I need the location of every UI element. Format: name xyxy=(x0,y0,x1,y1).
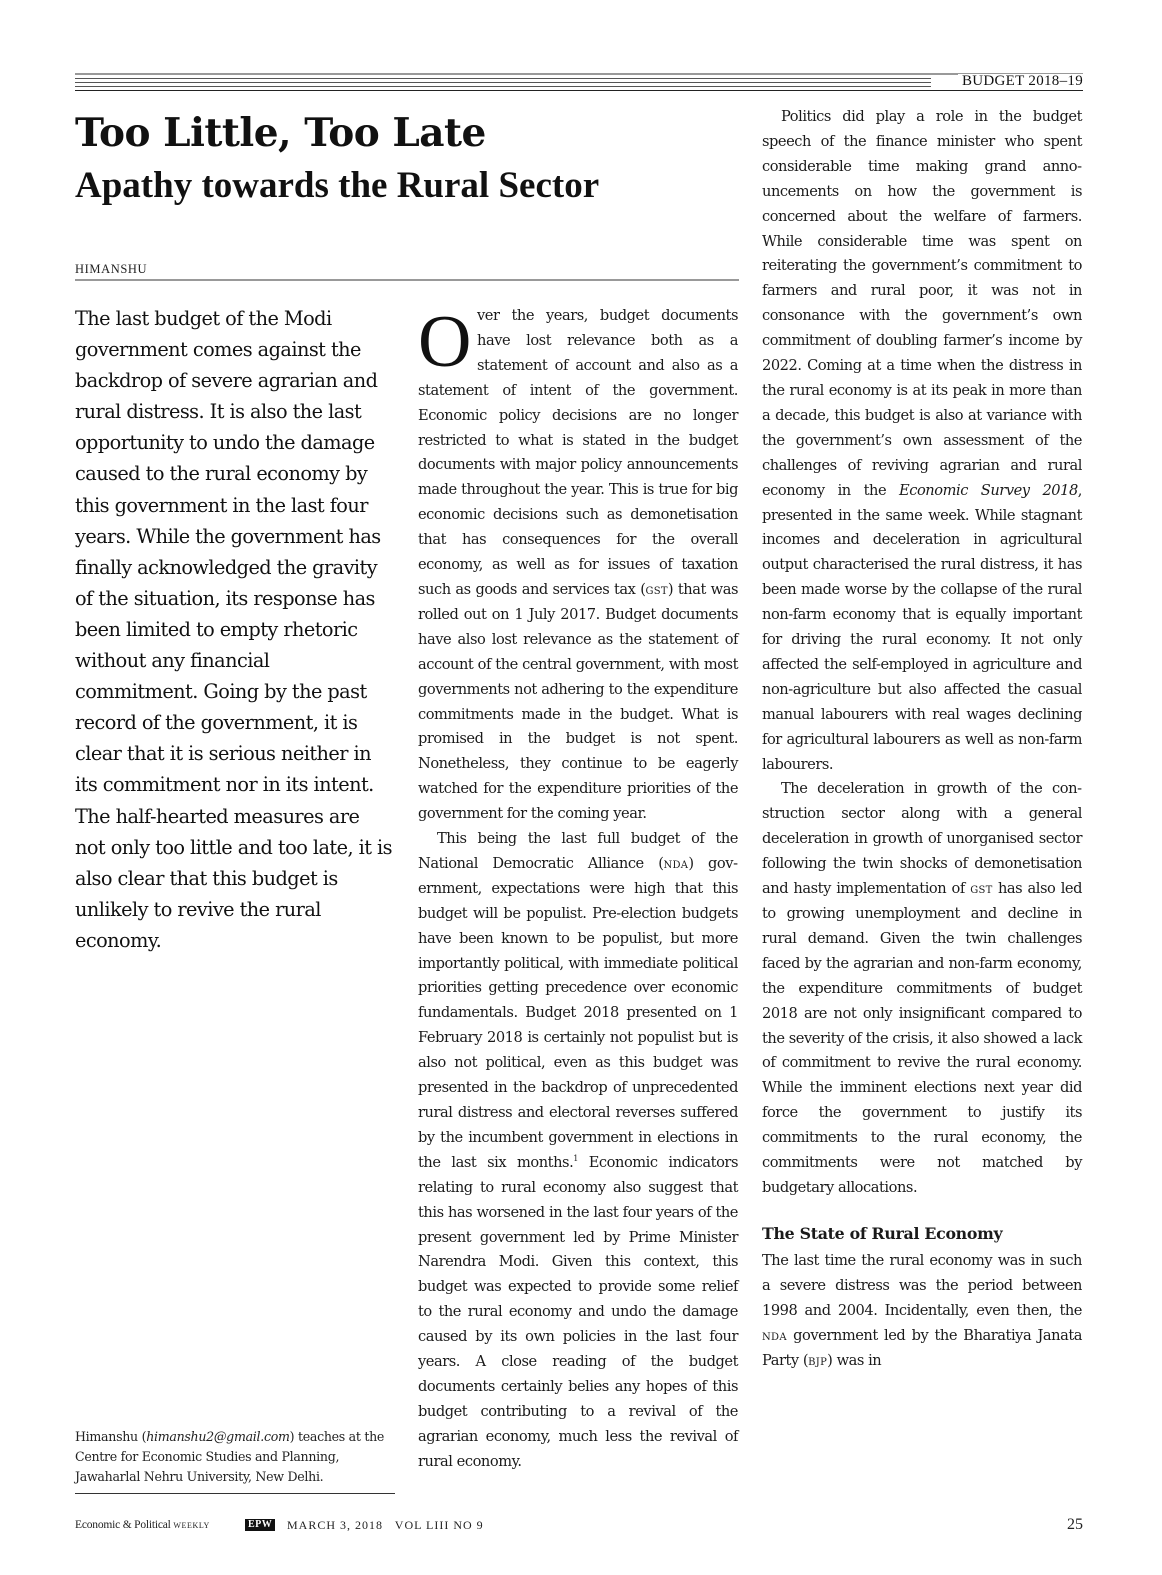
header-rule xyxy=(75,73,1083,75)
body-paragraph: The last time the rural economy was in such a severe distress was the period between 1998 and 2004. Incidentally, even then, the nda government led by the Bharatiya Janata Party (bjp) was in xyxy=(762,1251,1082,1369)
byline: HIMANSHU xyxy=(75,262,148,276)
abbreviation: bjp xyxy=(808,1351,828,1369)
author-note: Himanshu (himanshu2@gmail.com) teaches at the Centre for Economic Studies and Planning, Jawaharlal Nehru University, New Delhi. xyxy=(75,1429,385,1484)
header-rule xyxy=(75,90,1083,91)
drop-cap: O xyxy=(418,301,471,383)
author-note-divider xyxy=(75,1493,395,1494)
abbreviation: nda xyxy=(663,854,689,872)
abbreviation: gst xyxy=(645,580,668,598)
publication-name: Economic & Political weekly xyxy=(75,1519,210,1531)
body-paragraph: Over the years, budget documents have lost relevance both as a statement of account and also as a statement of intent of the government. Economic policy decisions are no longer restricted to what is stated in the budget documents with major policy announcements made throughout the year. This is true for big economic decisions such as demonetisation that has consequences for the overall economy, as well as for issues of taxation such as goods and services tax (gst) that was rolled out on 1 July 2017. Budget documents have also lost relevance as the statement of account of the central government, with most governments not adhering to the expenditure commitments made in the budget. What is promised in the budget is not spent. Nonetheless, they continue to be eagerly watched for the expenditure priorities of the government for the coming year. xyxy=(418,301,739,823)
abbreviation: nda xyxy=(762,1326,787,1344)
cited-work: Economic Survey 2018 xyxy=(899,481,1078,499)
section-tag: BUDGET 2018–19 xyxy=(958,74,1083,89)
header-rule xyxy=(75,78,931,79)
header-rules xyxy=(75,73,1083,91)
article-subtitle: Apathy towards the Rural Sector xyxy=(75,165,600,206)
header-rule xyxy=(75,86,931,87)
abbreviation: gst xyxy=(970,880,993,898)
issue-info: MARCH 3, 2018 VOL LIII NO 9 xyxy=(287,1518,484,1532)
lede-summary: The last budget of the Modi government comes against the backdrop of severe agrarian and rural distress. It is also the last opportunity to undo the damage caused to the rural economy by this government in the last four years. While the government has finally acknowledged the gravity of the situation, its response has been limited to empty rhetoric without any financial commitment. Going by the past record of the government, it is clear that it is serious neither in its commitment nor in its intent. The half-hearted measures are not only too little and too late, it is also clear that this budget is unlikely to revive the rural economy. xyxy=(75,307,392,952)
epw-logo-badge: EPW xyxy=(245,1519,275,1531)
author-affiliation: teaches at the Centre for Economic Studies and Planning, Jawaharlal Nehru University, New Delhi. xyxy=(75,1429,385,1484)
section-heading: The State of Rural Economy xyxy=(762,1223,1003,1243)
page-number: 25 xyxy=(1067,1516,1083,1533)
header-rule xyxy=(75,82,931,83)
body-column-2 xyxy=(418,301,739,1475)
byline-divider xyxy=(75,279,739,281)
body-column-3 xyxy=(762,105,1082,1373)
footnote-marker[interactable]: 1 xyxy=(573,1153,578,1163)
author-email[interactable]: himanshu2@gmail.com xyxy=(146,1429,290,1444)
body-paragraph: The deceleration in growth of the construction sector along with a general deceleration in growth of unorganised sector following the twin shocks of demonetisation and hasty implementation of gst has also led to growing unemployment and decline in rural demand. Given the twin challenges faced by the agrarian and non-farm economy, the expenditure commitments of budget 2018 are not only insignificant compared to the severity of the crisis, it also showed a lack of commitment to revive the rural economy. While the imminent elections next year did force the government to justify its commitments to the rural economy, the commitments were not matched by budgetary allocations. xyxy=(762,780,1082,1196)
article-title: Too Little, Too Late xyxy=(75,110,486,156)
body-paragraph: This being the last full budget of the National Democratic Alliance (nda) government, expectations were high that this budget will be populist. Pre-election budgets have been known to be populist, but more importantly political, with immediate political priorities getting precedence over economic fundamentals. Budget 2018 presented on 1 February 2018 is certainly not populist but is also not political, even as this budget was presented in the backdrop of unprecedented rural distress and electoral reverses suffered by the incumbent government in elections in the last six months.$^1$ Economic indicators relating to rural economy also suggest that this has worsened in the last four years of the present government led by Prime Minister Narendra Modi. Given this context, this budget was expected to provide some relief to the rural economy and undo the damage caused by its own policies in the last four years. A close reading of the budget documents certainly belies any hopes of this budget contributing to a revival of the agrarian economy, much less the revival of rural economy. xyxy=(418,830,739,1470)
body-paragraph: Politics did play a role in the budget speech of the finance minister who spent considerable time making grand announcements on how the government is concerned about the welfare of farmers. While considerable time was spent on reiterating the government’s commitment to farmers and rural poor, it was not in consonance with the government’s own commitment of doubling farmer’s income by 2022. Coming at a time when the distress in the rural economy is at its peak in more than a decade, this budget is also at variance with the government’s own assessment of the challenges of reviving agrarian and rural economy in the Economic Survey 2018, presented in the same week. While stagnant incomes and deceleration in agricultural output characterised the rural distress, it has been made worse by the collapse of the rural non-farm economy that is equally important for driving the rural economy. It not only affected the self-employed in agriculture and non-agriculture but also affected the casual manual labourers with real wages declining for agricultural labourers as well as non-farm labourers. xyxy=(762,108,1082,773)
author-name: Himanshu xyxy=(75,1429,138,1444)
page-footer xyxy=(75,1516,1083,1538)
